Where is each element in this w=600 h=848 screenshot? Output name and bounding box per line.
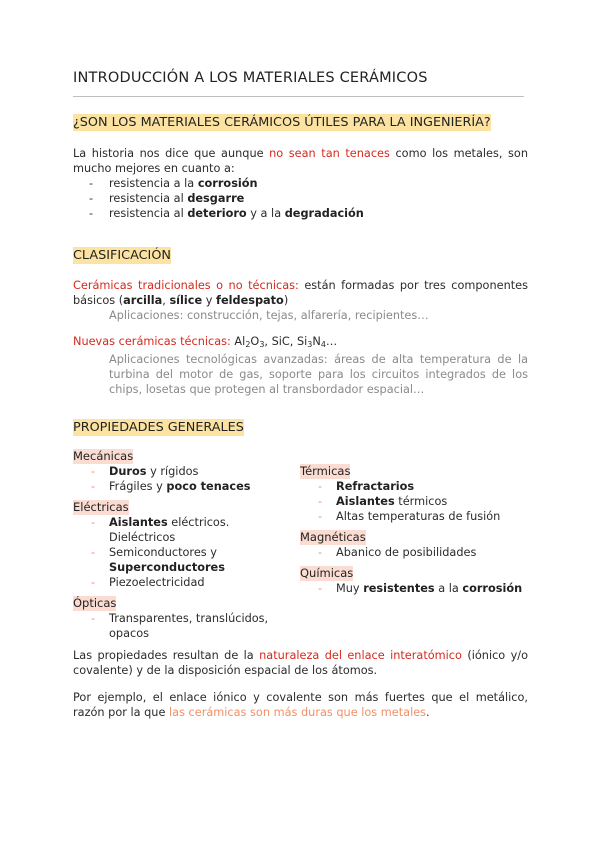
list-item: - Abanico de posibilidades (300, 545, 528, 560)
document-title: INTRODUCCIÓN A LOS MATERIALES CERÁMICOS (73, 70, 428, 86)
traditional-ceramics: Cerámicas tradicionales o no técnicas: están formadas por tres componentes básicos (arcilla, sílice y feldespato) Aplicaciones: construcción, tejas, alfarería, recipientes… (73, 279, 528, 322)
category-magneticas: Magnéticas (300, 530, 366, 544)
section-heading-utilidad: ¿SON LOS MATERIALES CERÁMICOS ÚTILES PARA LA INGENIERÍA? (73, 115, 491, 130)
section-heading-clasificacion: CLASIFICACIÓN (73, 248, 171, 263)
list-item: - resistencia al desgarre (73, 191, 528, 206)
technical-label: Nuevas cerámicas técnicas: (73, 335, 231, 348)
list-item: - Muy resistentes a la corrosión (300, 581, 528, 596)
list-item: - Piezoelectricidad (73, 575, 298, 590)
traditional-applications: Aplicaciones: construcción, tejas, alfarería, recipientes… (109, 309, 429, 322)
properties-left-column (73, 449, 298, 641)
list-item: - Frágiles y poco tenaces (73, 479, 298, 494)
technical-ceramics: Nuevas cerámicas técnicas: $Al_2O_3$, SiC, $Si_3N_4\dots$ Aplicaciones tecnológicas avanzadas: áreas de alta temperatura de la turbina del motor de gas, soporte para los circuitos integrados de los chips, losetas que protegen al transbordador espacial… (73, 335, 528, 396)
section-heading-propiedades: PROPIEDADES GENERALES (73, 420, 244, 435)
traditional-label: Cerámicas tradicionales o no técnicas: (73, 279, 299, 292)
list-item: - resistencia al deterioro y a la degradación (73, 206, 528, 221)
list-item: - Aislantes térmicos (300, 494, 528, 509)
category-opticas: Ópticas (73, 596, 117, 610)
properties-right-column (300, 464, 528, 596)
technical-applications: Aplicaciones tecnológicas avanzadas: áreas de alta temperatura de la turbina del motor de gas, soporte para los circuitos integrados de los chips, losetas que protegen al transbordador espacial… (109, 353, 528, 396)
list-item: - Aislantes eléctricos. Dieléctricos (73, 515, 298, 545)
advantages-list (73, 176, 528, 221)
category-mecanicas: Mecánicas (73, 449, 134, 463)
list-item: - Altas temperaturas de fusión (300, 509, 528, 524)
category-termicas: Térmicas (300, 464, 351, 478)
closing-paragraph-1: Las propiedades resultan de la naturaleza del enlace interatómico (iónico y/o covalente) y de la disposición espacial de los átomos. (73, 649, 529, 677)
list-item: - Duros y rígidos (73, 464, 298, 479)
list-item: - Semiconductores y Superconductores (73, 545, 298, 575)
list-item: - Transparentes, translúcidos, opacos (73, 611, 283, 641)
closing-paragraph-2: Por ejemplo, el enlace iónico y covalente son más fuertes que el metálico, razón por la que las cerámicas son más duras que los metales. (73, 691, 528, 719)
category-electricas: Eléctricas (73, 500, 129, 514)
section1-body (73, 146, 528, 221)
intro-paragraph: La historia nos dice que aunque no sean tan tenaces como los metales, son mucho mejores en cuanto a: (73, 147, 528, 175)
title-divider (73, 96, 524, 97)
list-item: - Refractarios (300, 479, 528, 494)
list-item: - resistencia a la corrosión (73, 176, 528, 191)
category-quimicas: Químicas (300, 566, 354, 580)
